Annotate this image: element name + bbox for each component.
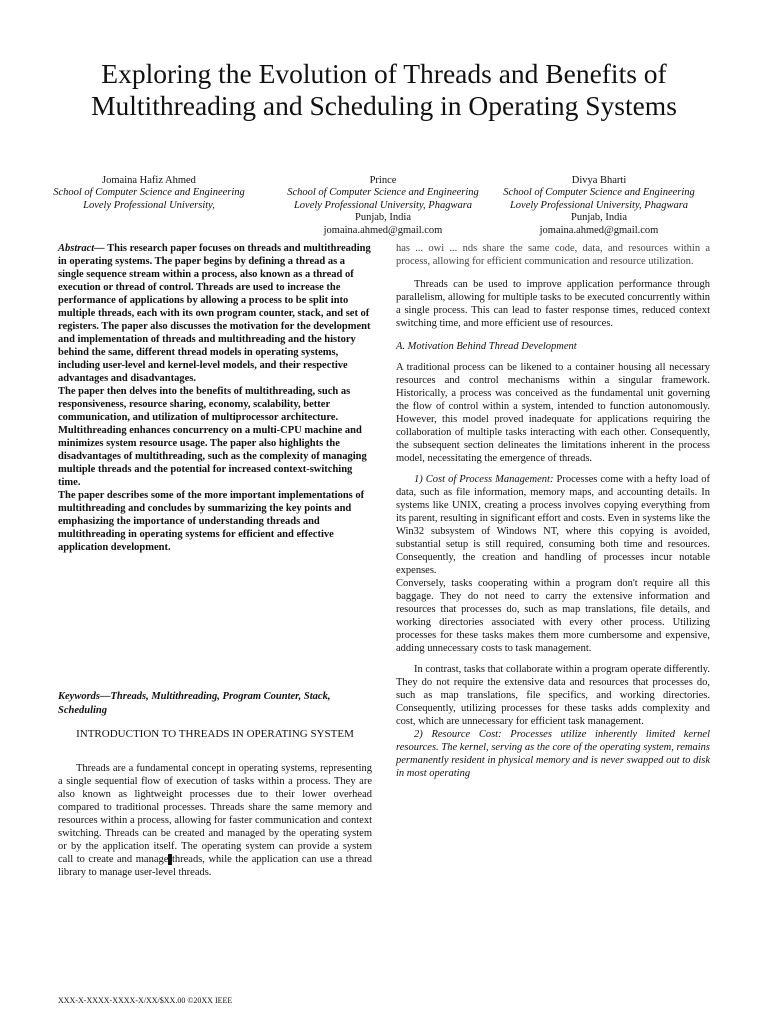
list-item-label: 1) Cost of Process Management: — [414, 474, 554, 485]
paragraph: Threads can be used to improve application performance through parallelism, allowing for multiple tasks to be executed concurrently within a single process. This can lead to faster response times, reduced context switching time, and more efficient use of resources. — [396, 279, 710, 329]
author-name: Divya Bharti — [571, 175, 627, 186]
paragraph-partially-obscured: has ... owi ... nds share the same code, data, and resources within a process, allowing for efficient communication and resource utilization. — [396, 243, 710, 267]
author-name: Jomaina Hafiz Ahmed — [102, 175, 196, 186]
right-column — [396, 242, 710, 780]
list-item-text: Processes come with a hefty load of data, such as file information, memory maps, and accounting details. In systems like UNIX, creating a process involves copying everything from its parent, resulting in significant effort and costs. Even in systems like the Win32 subsystem of Windows NT, where this copying is avoided, substantial setup is still required, consuming both time and resources. Consequently, the creation and handling of processes incur notable expenses. — [396, 474, 711, 576]
paragraph: A traditional process can be likened to a container housing all necessary resources and control mechanisms within a singular framework. Historically, a process was conceived as the fundamental unit governing the flow of control within a system, intended to function autonomously. However, this model proved inadequate for applications requiring the collaboration of multiple tasks interacting with each other. Consequently, the subsequent section delineates the limitations inherent in the process model, necessitating the emergence of threads. — [396, 362, 710, 464]
author-block-2 — [268, 175, 498, 237]
keywords: Keywords—Threads, Multithreading, Program Counter, Stack, Scheduling — [58, 691, 331, 716]
section-heading-motivation: A. Motivation Behind Thread Development — [396, 341, 577, 352]
abstract-paragraph: The paper then delves into the benefits of multithreading, such as responsiveness, resource sharing, economy, scalability, better communication, and utilization of multiprocessor architecture. Multithreading enhances concurrency on a multi-CPU machine and minimizes system resource usage. The paper also highlights the disadvantages of multithreading, such as the complexity of managing multiple threads and the potential for increased context-switching time. — [58, 386, 367, 488]
author-email: jomaina.ahmed@gmail.com — [323, 224, 443, 236]
author-university: Lovely Professional University, Phagwara — [509, 199, 689, 211]
author-affiliation: School of Computer Science and Engineering — [53, 187, 245, 199]
author-location: Punjab, India — [571, 212, 627, 224]
author-block-1 — [34, 175, 264, 212]
abstract-paragraph: This research paper focuses on threads and multithreading in operating systems. The paper begins by defining a thread as a single sequence stream within a process, also known as a thread of execution or thread of control. Threads are used to increase the performance of applications by allowing a process to be split into multiple threads, each with its own program counter, stack, and set of registers. The paper also discusses the motivation for the development and implementation of threads and multithreading and the history behind the same, different thread models in operating systems, including user-level and kernel-level models, and their respective advantages and disadvantages. — [58, 243, 371, 384]
author-affiliation: School of Computer Science and Engineering — [287, 187, 479, 199]
author-block-3 — [484, 175, 714, 237]
author-email: jomaina.ahmed@gmail.com — [539, 224, 659, 236]
abstract-paragraph: The paper describes some of the more important implementations of multithreading and concludes by summarizing the key points and emphasizing the importance of understanding threads and multithreading in operating systems for efficient and effective application development. — [58, 490, 365, 553]
author-university: Lovely Professional University, Phagwara — [293, 199, 473, 211]
author-name: Prince — [369, 175, 397, 186]
author-location: Punjab, India — [355, 212, 411, 224]
paper-title: Exploring the Evolution of Threads and Benefits of Multithreading and Scheduling in Operating Systems — [91, 58, 677, 121]
author-university: Lovely Professional University, — [83, 199, 215, 211]
intro-paragraph-continued: threads, while the application can use a thread library to manage user-level threads. — [58, 854, 373, 878]
section-heading-introduction: INTRODUCTION TO THREADS IN OPERATING SYSTEM — [76, 728, 354, 740]
paragraph: Conversely, tasks cooperating within a program don't require all this baggage. They do not need to carry the extensive information and resources that processes do, such as map translations, file details, and working directories associated with every other process. Utilizing processes for these tasks makes them more cumbersome and expensive, adding unnecessary costs to task management. — [396, 578, 710, 654]
introduction-body — [58, 762, 372, 879]
copyright-footer: XXX-X-XXXX-XXXX-X/XX/$XX.00 ©20XX IEEE — [58, 996, 233, 1005]
list-item: 2) Resource Cost: Processes utilize inherently limited kernel resources. The kernel, serving as the core of the operating system, remains permanently resident in physical memory and is never swapped out to disk in most operating — [396, 729, 710, 779]
abstract — [58, 242, 372, 554]
author-affiliation: School of Computer Science and Engineering — [503, 187, 695, 199]
intro-paragraph: Threads are a fundamental concept in operating systems, representing a single sequential flow of execution of tasks within a process. They are also known as lightweight processes due to their lower overhead compared to traditional processes. Threads share the same memory and resources within a process, allowing for faster communication and context switching. Threads can be created and managed by the operating system or by the application itself. The operating system can provide a system call to create and manage — [58, 763, 372, 865]
paragraph: In contrast, tasks that collaborate within a program operate differently. They do not require the extensive data and resources that processes do, such as map translations, file specifics, and working directories. Consequently, utilizing processes for these tasks adds complexity and cost, which are unnecessary for efficient task management. — [396, 664, 710, 727]
abstract-lead: Abstract— — [58, 243, 105, 254]
